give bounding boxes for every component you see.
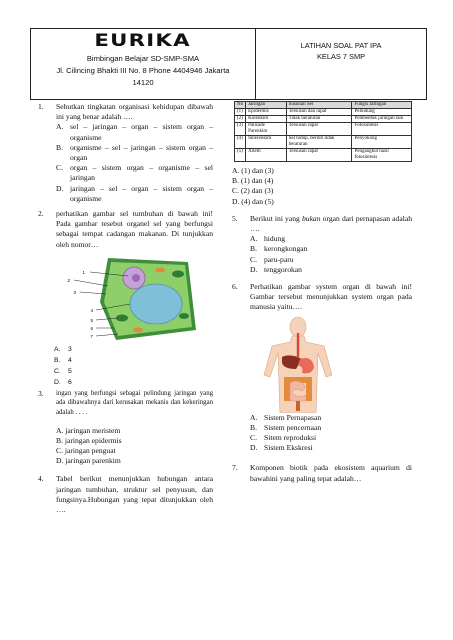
right-column	[232, 101, 412, 489]
option-c[interactable]	[56, 446, 213, 456]
option-text: sel – jaringan – organ – sistem organ – organisme	[70, 122, 213, 142]
col-header: Susunan Sel	[286, 102, 352, 109]
table-cell: Tidak beraturan	[286, 116, 352, 123]
question-number: 6.	[232, 282, 238, 292]
option-c[interactable]	[250, 433, 412, 443]
question-text	[250, 214, 412, 234]
option-letter: B.	[250, 422, 257, 432]
option-text: jaringan – sel – organ – sistem organ – organisme	[70, 183, 213, 203]
option-letter: B.	[56, 142, 63, 152]
table-cell: Tersusun dan rapat	[286, 109, 352, 116]
table-row	[235, 116, 412, 123]
question-text-part: organ dari pernapasan adalah ….	[250, 213, 412, 234]
option-a[interactable]	[250, 234, 412, 244]
table-cell: Tersusun rapat	[286, 149, 352, 162]
digestive-system-diagram	[232, 315, 412, 413]
question-number: 5.	[232, 213, 238, 223]
mitochondria	[155, 267, 165, 272]
option-text: jaringan parenkim	[65, 456, 121, 466]
option-text: paru-paru	[264, 254, 294, 264]
vacuole	[130, 284, 182, 324]
option-d[interactable]	[38, 377, 213, 388]
institution-block	[31, 29, 256, 99]
option-a[interactable]	[250, 413, 412, 423]
question-3	[38, 389, 213, 467]
question-6	[232, 282, 412, 313]
question-number: 2.	[38, 209, 44, 219]
table-cell: Tersusun rapat	[286, 123, 352, 136]
option-text: jaringan epidermis	[64, 435, 122, 445]
mitochondria	[133, 327, 143, 332]
col-header: No	[235, 102, 246, 109]
option-a[interactable]	[232, 166, 412, 176]
table-cell: Fotosintesis	[352, 123, 412, 136]
table-cell: Pelindung	[352, 109, 412, 116]
question-text-emphasis: bukan	[301, 213, 321, 223]
table-cell: (2)	[235, 116, 246, 123]
chloroplast	[172, 270, 184, 277]
question-text: ingan yang berfungsi sebagai pelindung jaringan yang ada dibawahnya dari kerusakan mekanis dan kekeringan adalah . . . .	[56, 389, 213, 417]
option-letter: A.	[56, 425, 64, 435]
option-a[interactable]	[56, 426, 213, 436]
exam-class: KELAS 7 SMP	[316, 52, 366, 61]
left-column	[38, 102, 213, 520]
question-4	[38, 474, 213, 515]
option-letter: C.	[232, 186, 239, 196]
table-cell: Epidermis	[246, 109, 287, 116]
question-text: perhatikan gambar sel tumbuhan di bawah ini! Pada gambar tesebut organel sel yang berfungsi sebagai tempat cadangan makanan. Di tunjukkan oleh nomor…	[56, 209, 213, 249]
option-letter: C.	[54, 367, 61, 375]
option-letter: C.	[250, 254, 257, 264]
question-text: Perhatikan gambar system organ di bawah ini! Gambar tersebut menunjukkan system organ pada manusia yaitu….	[250, 282, 412, 312]
question-5	[232, 214, 412, 275]
digestive-system-figure	[232, 315, 412, 413]
table-cell: Penyokong	[352, 136, 412, 149]
option-letter: B.	[250, 244, 257, 254]
option-d[interactable]	[56, 456, 213, 466]
option-letter: B.	[56, 435, 63, 445]
cell-label-1: 1	[82, 269, 85, 275]
option-c[interactable]	[56, 163, 213, 183]
eurika-logo: EURIKA	[94, 31, 192, 51]
option-letter: D.	[56, 183, 64, 193]
question-2-options	[38, 344, 213, 388]
question-7	[232, 463, 412, 483]
option-letter: C.	[56, 163, 63, 173]
option-letter: D.	[250, 264, 258, 274]
option-c[interactable]	[250, 255, 412, 265]
table-row	[235, 136, 412, 149]
cell-label-3: 3	[73, 289, 76, 295]
option-b[interactable]	[250, 423, 412, 433]
option-d[interactable]	[232, 197, 412, 207]
table-cell: Pembentuk jaringan lain	[352, 116, 412, 123]
table-row	[235, 109, 412, 116]
plant-cell-diagram	[38, 252, 213, 344]
option-b[interactable]	[250, 244, 412, 254]
option-a[interactable]	[56, 122, 213, 142]
option-text: 5	[68, 367, 72, 375]
question-number: 7.	[232, 463, 238, 473]
plant-cell-figure	[38, 252, 213, 344]
option-letter: C.	[250, 433, 257, 443]
option-letter: D.	[56, 456, 64, 466]
option-text: organ – sistem organ – organisme – sel jaringan	[70, 163, 213, 183]
table-cell: (1)	[235, 109, 246, 116]
table-cell: Xilem	[246, 149, 287, 162]
option-text: Sistem Pernapasan	[264, 412, 322, 422]
option-letter: A.	[250, 234, 258, 244]
col-header: Jaringan	[246, 102, 287, 109]
option-b[interactable]	[232, 176, 412, 186]
option-text: Sistem Ekskresi	[264, 443, 313, 453]
tissue-table	[234, 101, 412, 162]
cell-label-2: 2	[67, 277, 70, 283]
option-letter: A.	[232, 166, 240, 175]
table-cell: Kolenkim	[246, 116, 287, 123]
table-cell: (3)	[235, 123, 246, 136]
option-text: Sitem reproduksi	[264, 433, 317, 443]
cell-label-6: 6	[90, 325, 93, 331]
option-c[interactable]	[232, 186, 412, 196]
table-header-row	[235, 102, 412, 109]
table-cell: (4)	[235, 136, 246, 149]
cell-label-7: 7	[90, 333, 93, 339]
option-letter: A.	[250, 412, 258, 422]
nucleolus	[132, 274, 140, 282]
col-header: Fungsi Jaringan	[352, 102, 412, 109]
cell-label-4: 4	[90, 307, 93, 313]
option-text: (4) dan (5)	[241, 196, 274, 206]
option-text: (1) dan (3)	[241, 166, 274, 175]
option-text: organisme – sel – jaringan – sistem organ – organ	[70, 142, 213, 163]
table-cell: Sel hidup, berinti tidak beraturan	[286, 136, 352, 149]
option-letter: B.	[54, 356, 61, 364]
option-b[interactable]	[38, 355, 213, 366]
table-cell: Sklerenkim	[246, 136, 287, 149]
option-letter: C.	[56, 446, 63, 456]
option-text: 3	[68, 345, 72, 353]
question-2	[38, 209, 213, 250]
question-number: 3.	[38, 388, 44, 398]
option-text: tenggorokan	[264, 264, 302, 274]
institution-address: Jl. Cilincing Bhakti III No. 8 Phone 4404946 Jakarta	[56, 66, 230, 75]
exam-title-block	[256, 29, 426, 99]
option-text: hidung	[264, 234, 286, 244]
option-text: (2) dan (3)	[240, 186, 274, 196]
rectum	[296, 401, 300, 411]
question-text-part: Berikut ini yang	[250, 213, 302, 223]
question-text: Komponen biotik pada ekosistem aquarium di bawahini yang paling tepat adalah…	[250, 463, 412, 483]
option-letter: B.	[232, 176, 239, 186]
option-c[interactable]	[38, 366, 213, 377]
option-letter: D.	[232, 196, 240, 206]
table-row	[235, 123, 412, 136]
table-cell: Palisade Parenkim	[246, 123, 287, 136]
chloroplast	[179, 313, 189, 319]
option-b[interactable]	[56, 436, 213, 446]
question-number: 4.	[38, 474, 44, 484]
option-text: 6	[68, 378, 72, 386]
question-number: 1.	[38, 102, 44, 111]
option-b[interactable]	[56, 143, 213, 163]
option-letter: D.	[54, 378, 61, 386]
option-a[interactable]	[38, 344, 213, 355]
question-1	[38, 102, 213, 204]
question-6-options	[232, 413, 412, 454]
table-row	[235, 149, 412, 162]
option-letter: A.	[56, 122, 64, 132]
option-text: jaringan meristem	[65, 425, 121, 435]
option-letter: D.	[250, 443, 258, 453]
worksheet-header	[30, 28, 427, 100]
institution-name: Bimbingan Belajar SD-SMP-SMA	[86, 54, 200, 63]
option-text: kerongkongan	[264, 244, 308, 254]
question-4-options	[232, 166, 412, 207]
option-text: (1) dan (4)	[240, 176, 274, 186]
tissue-table-figure	[220, 101, 412, 162]
option-letter: A.	[54, 345, 61, 353]
cell-label-5: 5	[90, 317, 93, 323]
option-d[interactable]	[250, 443, 412, 453]
table-cell: Pengangkut hasil fotosintesis	[352, 149, 412, 162]
table-cell: (5)	[235, 149, 246, 162]
exam-title: LATIHAN SOAL PAT IPA	[300, 41, 382, 50]
question-text: Tabel berikut menunjukkan hubungan antara jaringan tumbuhan, struktur sel penyusun, dan fungsinya.Hubungan yang tepat ditunjukkan oleh ….	[56, 474, 213, 515]
question-text: Sebutkan tingkatan organisasi kehidupan dibawah ini yang benar adalah ….	[56, 102, 213, 122]
option-d[interactable]	[56, 184, 213, 204]
option-d[interactable]	[250, 265, 412, 275]
option-text: Sistem pencernaan	[264, 422, 322, 432]
option-text: jaringan penguat	[64, 446, 116, 456]
option-text: 4	[68, 356, 72, 364]
institution-postcode: 14120	[132, 78, 154, 87]
